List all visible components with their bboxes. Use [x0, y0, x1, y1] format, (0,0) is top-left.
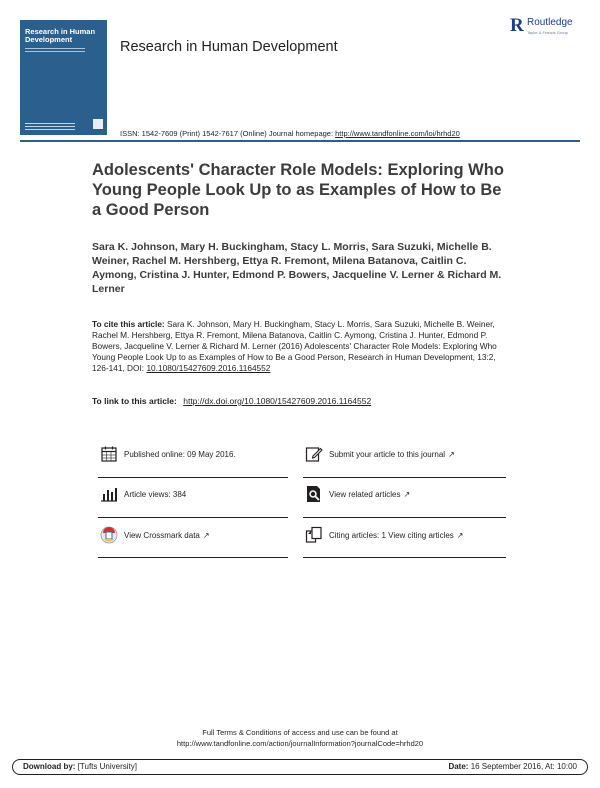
- submit-article-text: Submit your article to this journal: [329, 449, 446, 459]
- download-date-value: 16 September 2016, At: 10:00: [470, 762, 577, 771]
- crossmark-text: View Crossmark data: [124, 530, 200, 540]
- article-title: Adolescents' Character Role Models: Exploring Who Young People Look Up to as Examples of How to Be a Good Person: [92, 161, 504, 219]
- journal-cover-image: [20, 20, 107, 135]
- document-search-icon: [305, 485, 323, 503]
- citing-articles-icon: [305, 526, 323, 544]
- article-link-label: To link to this article:: [92, 396, 177, 406]
- citation-block: [92, 319, 512, 374]
- grid-divider: [98, 557, 288, 558]
- submit-article-link[interactable]: [305, 435, 455, 473]
- article-doi-url[interactable]: http://dx.doi.org/10.1080/15427609.2016.1164552: [183, 396, 372, 406]
- journal-name[interactable]: Research in Human Development: [120, 39, 338, 55]
- crossmark-icon: [100, 526, 118, 544]
- downloaded-by: [23, 762, 137, 771]
- citation-doi-link[interactable]: 10.1080/15427609.2016.1164552: [146, 363, 271, 373]
- article-link-line: [92, 396, 512, 406]
- publisher-logo[interactable]: [510, 16, 588, 40]
- citing-articles-text: Citing articles: 1 View citing articles: [329, 530, 454, 540]
- article-authors: Sara K. Johnson, Mary H. Buckingham, Stacy L. Morris, Sara Suzuki, Michelle B. Weiner, Rachel M. Hershberg, Ettya R. Fremont, Milena Batanova, Caitlin C. Aymong, Cristina J. Hunter, Edmond P. Bowers, Jacqueline V. Lerner & Richard M. Lerner: [92, 241, 502, 295]
- citing-articles-link[interactable]: [305, 516, 464, 554]
- download-date-label: Date:: [448, 762, 469, 771]
- published-online-text: Published online: 09 May 2016.: [124, 449, 236, 459]
- header-divider: [20, 140, 580, 142]
- cover-publisher-logo: [93, 119, 103, 129]
- footer-terms-url[interactable]: http://www.tandfonline.com/action/journalInformation?journalCode=hrhd20: [176, 739, 424, 748]
- crossmark-link[interactable]: [100, 516, 210, 554]
- downloaded-by-value: [Tufts University]: [77, 762, 137, 771]
- article-views-text: Article views: 384: [124, 489, 187, 499]
- routledge-r-icon: R: [510, 15, 524, 36]
- bar-chart-icon: [100, 485, 118, 503]
- edit-icon: [305, 445, 323, 463]
- journal-homepage-link[interactable]: http://www.tandfonline.com/loi/hrhd20: [335, 129, 460, 138]
- article-views: [100, 475, 186, 513]
- grid-divider: [303, 557, 506, 558]
- cover-footer-lines: [25, 121, 75, 130]
- cover-decoration: [25, 48, 85, 54]
- publisher-tagline: Taylor & Francis Group: [527, 30, 568, 35]
- citation-text: Sara K. Johnson, Mary H. Buckingham, Stacy L. Morris, Sara Suzuki, Michelle B. Weiner, Rachel M. Hershberg, Ettya R. Fremont, Milena Batanova, Caitlin C. Aymong, Cristina J. Hunter, Edmond P. Bowers, Jacqueline V. Lerner & Richard M. Lerner (2016) Adolescents' Character Role Models: Exploring Who Young People Look Up to as Examples of How to Be a Good Person, Research in Human Development, 13:2, 126-141, DOI:: [92, 319, 497, 373]
- publisher-name: Routledge: [527, 17, 573, 28]
- related-articles-text: View related articles: [329, 489, 401, 499]
- downloaded-by-label: Download by:: [23, 762, 76, 771]
- issn-text: ISSN: 1542-7609 (Print) 1542-7617 (Online) Journal homepage:: [120, 129, 334, 138]
- download-info-bar: [12, 759, 588, 775]
- download-date: [448, 762, 577, 771]
- related-articles-link[interactable]: [305, 475, 410, 513]
- external-link-icon: ↗: [202, 530, 210, 540]
- cover-title: Research in Human Development: [25, 27, 96, 44]
- published-online: [100, 435, 236, 473]
- external-link-icon: ↗: [448, 449, 455, 459]
- citation-label: To cite this article:: [92, 319, 165, 329]
- calendar-icon: [100, 445, 118, 463]
- external-link-icon: ↗: [456, 530, 464, 540]
- footer-terms-line: Full Terms & Conditions of access and use can be found at: [202, 728, 398, 737]
- issn-line: [120, 129, 460, 138]
- external-link-icon: ↗: [403, 489, 411, 499]
- footer-terms: [0, 727, 600, 749]
